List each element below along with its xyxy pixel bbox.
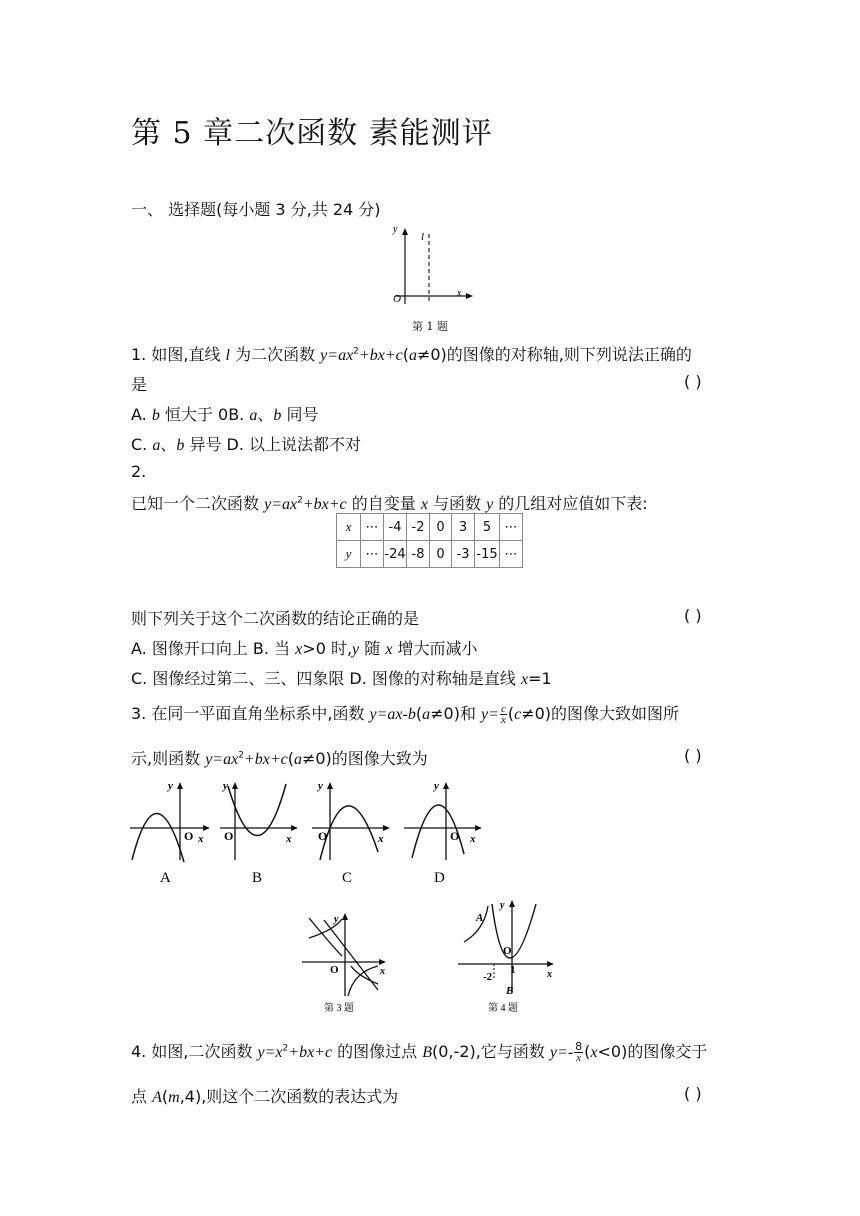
q4-text: ,4),则这个二次函数的表达式为 — [179, 1087, 399, 1106]
q3-formula: +bx+c — [243, 751, 288, 768]
value-table — [336, 513, 523, 568]
q3-line2 — [131, 746, 428, 769]
graph-label-d: D — [434, 870, 445, 886]
graph-y-label: y — [168, 780, 173, 792]
q1-opt-var: a — [152, 437, 161, 454]
q2-opt-var: x — [385, 641, 393, 658]
graph-label-a: A — [160, 870, 171, 886]
graph-x-label: x — [198, 833, 204, 845]
q4-formula: y=x — [257, 1044, 283, 1061]
q2-opt-text: =1 — [528, 669, 552, 688]
q2-options-cd — [131, 666, 552, 689]
fraction-denominator: x — [576, 1052, 582, 1064]
q4-text: 的图像过点 — [332, 1042, 423, 1061]
q3-answer-paren[interactable]: ( ) — [684, 746, 702, 765]
table-cell: -3 — [452, 541, 475, 568]
q2-var: x — [420, 496, 428, 513]
q2-var: y — [486, 496, 494, 513]
q3-var: a — [422, 706, 431, 723]
fig1-origin-label: O — [393, 293, 401, 305]
q3-text: ≠0)的图像大致为 — [301, 749, 428, 768]
q2-opt-text: 增大而减小 — [392, 639, 478, 658]
q3-formula: y=ax-b — [369, 706, 416, 723]
table-cell: 5 — [475, 514, 500, 541]
q2-opt-var: x — [295, 641, 303, 658]
fig1-l-label: l — [421, 231, 425, 243]
q4-exponent: 2 — [282, 1043, 289, 1054]
q1-opt-text: 同号 — [281, 405, 319, 424]
q1-exponent: 2 — [353, 346, 359, 357]
q4-formula: +bx+c — [288, 1044, 333, 1061]
graph-d — [404, 780, 482, 886]
fig1-caption: 第 1 题 — [412, 320, 448, 333]
graph-y-label: y — [318, 780, 323, 792]
fig4-one: 1 — [510, 964, 516, 976]
q1-formula: y=ax — [320, 347, 354, 364]
q1-opt-var: b — [151, 407, 160, 424]
q1-text: 1. 如图,直线 — [131, 345, 226, 364]
q1-opt-text: 异号 D. 以上说法都不对 — [184, 435, 362, 454]
table-cell: -8 — [407, 541, 430, 568]
q1-text: ( — [402, 345, 409, 364]
q3-line1 — [131, 701, 679, 725]
q4-answer-paren[interactable]: ( ) — [684, 1084, 702, 1103]
q1-line1 — [131, 342, 692, 365]
fig3-x-label: x — [380, 966, 385, 977]
q4-var: x — [590, 1044, 598, 1061]
table-cell: 3 — [452, 514, 475, 541]
q1-var: l — [225, 347, 230, 364]
q4-var: B — [422, 1044, 433, 1061]
graph-label-c: C — [342, 870, 353, 886]
graph-origin: O — [224, 829, 234, 843]
q4-text: ( — [584, 1042, 591, 1061]
q1-opt-text: C. — [131, 435, 153, 454]
graph-b — [220, 780, 298, 886]
q4-formula: y=- — [549, 1044, 574, 1061]
q3-formula: y=ax — [205, 751, 239, 768]
table-cell: y — [337, 541, 361, 568]
fig3-caption: 第 3 题 — [324, 1003, 354, 1014]
fig4-point-b: B — [506, 985, 514, 997]
graph-x-label: x — [378, 833, 384, 845]
q1-opt-text: 恒大于 0B. — [159, 405, 250, 424]
q2-exponent: 2 — [297, 495, 303, 506]
graph-x-label: x — [286, 833, 292, 845]
graph-y-label: y — [434, 780, 439, 792]
table-cell: ⋯ — [361, 541, 384, 568]
fig4-origin: O — [503, 945, 512, 957]
q2-opt-text: A. 图像开口向上 B. 当 — [131, 639, 296, 658]
q3-text: 3. 在同一平面直角坐标系中,函数 — [131, 704, 370, 723]
q3-exponent: 2 — [238, 750, 244, 761]
q1-formula: +bx+c — [358, 347, 403, 364]
figure-1 — [385, 222, 475, 308]
q4-line1 — [131, 1039, 707, 1063]
q3-text: ( — [507, 704, 515, 723]
table-cell: x — [337, 514, 361, 541]
fraction-numerator: 8 — [575, 1040, 583, 1053]
q1-var: a — [408, 347, 417, 364]
q4-text: 点 — [131, 1087, 153, 1106]
fig3-origin: O — [330, 964, 339, 976]
table-cell: -2 — [407, 514, 430, 541]
q2-opt-var: x — [521, 671, 529, 688]
q4-text: ( — [161, 1087, 169, 1106]
fraction-denominator: x — [500, 714, 506, 726]
q2-text: 与函数 — [427, 494, 487, 513]
q3-text: ( — [287, 749, 294, 768]
q2-opt-text: >0 时, — [302, 639, 353, 658]
q1-text: ≠0)的图像的对称轴,则下列说法正确的 — [416, 345, 692, 364]
table-cell: -24 — [384, 541, 407, 568]
q3-q4-figures — [296, 896, 566, 1021]
q1-opt-var: b — [273, 407, 282, 424]
graph-c — [312, 780, 390, 886]
q1-opt-text: 、 — [160, 435, 177, 454]
q3-text: ( — [415, 704, 423, 723]
q4-text: (0,-2),它与函数 — [432, 1042, 550, 1061]
q2-opt-text: C. 图像经过第二、三、四象限 D. 图像的对称轴是直线 — [131, 669, 522, 688]
q4-text: <0)的图像交于 — [597, 1042, 708, 1061]
graph-y-label: y — [223, 780, 228, 792]
q2-text: 的几组对应值如下表: — [493, 494, 648, 513]
table-cell: -15 — [475, 541, 500, 568]
q3-fraction — [500, 704, 507, 725]
q2-line1 — [131, 491, 648, 514]
q3-option-graphs — [128, 776, 488, 886]
graph-origin: O — [318, 829, 328, 843]
q2-formula: +bx+c — [302, 496, 347, 513]
graph-x-label: x — [470, 833, 476, 845]
q1-opt-text: A. — [131, 405, 152, 424]
graph-origin: O — [184, 829, 194, 843]
q2-opt-var: y — [352, 641, 360, 658]
q3-formula: y= — [481, 706, 499, 723]
fraction-numerator: c — [500, 703, 506, 715]
q1-opt-var: a — [249, 407, 258, 424]
q1-answer-paren[interactable]: ( ) — [684, 372, 702, 391]
q2-text: 的自变量 — [346, 494, 421, 513]
q3-text: ≠0)和 — [430, 704, 482, 723]
q1-line2: 是 — [131, 375, 148, 394]
graph-origin: O — [450, 829, 460, 843]
fig1-x-label: x — [457, 288, 462, 299]
fig4-minus-two: -2 — [483, 971, 493, 983]
q2-opt-text: 随 — [359, 639, 386, 658]
q1-opt-var: b — [176, 437, 185, 454]
q2-options-ab — [131, 636, 478, 659]
figure-4 — [458, 900, 554, 997]
q4-var: A — [152, 1089, 162, 1106]
q4-var: m — [168, 1089, 180, 1106]
q2-answer-paren[interactable]: ( ) — [684, 606, 702, 625]
fig1-y-label: y — [393, 224, 398, 235]
table-cell: ⋯ — [500, 541, 523, 568]
section-heading: 一、 选择题(每小题 3 分,共 24 分) — [131, 200, 381, 219]
q3-text: 示,则函数 — [131, 749, 206, 768]
table-cell: 0 — [430, 541, 452, 568]
table-cell: -4 — [384, 514, 407, 541]
fig3-y-label: y — [334, 914, 339, 925]
q2-stem: 则下列关于这个二次函数的结论正确的是 — [131, 609, 420, 628]
table-cell: ⋯ — [361, 514, 384, 541]
q1-text: 为二次函数 — [229, 345, 321, 364]
q2-formula: y=ax — [264, 496, 298, 513]
graph-a — [130, 780, 210, 886]
table-row — [337, 541, 523, 568]
fig4-x-label: x — [547, 969, 552, 980]
fig4-point-a: A — [476, 912, 484, 924]
q3-var: c — [514, 706, 522, 723]
q4-line2 — [131, 1084, 398, 1107]
q3-var: a — [293, 751, 302, 768]
page-title: 第 5 章二次函数 素能测评 — [131, 116, 493, 151]
fig4-caption: 第 4 题 — [488, 1003, 518, 1014]
graph-label-b: B — [252, 870, 263, 886]
fig4-y-label: y — [500, 900, 505, 911]
q1-options-cd — [131, 432, 361, 455]
table-cell: 0 — [430, 514, 452, 541]
q4-fraction — [574, 1042, 583, 1063]
q1-options-ab — [131, 402, 318, 425]
q1-opt-text: 、 — [257, 405, 274, 424]
q3-text: ≠0)的图像大致如图所 — [521, 704, 680, 723]
q2-number: 2. — [131, 462, 147, 481]
table-row — [337, 514, 523, 541]
q4-text: 4. 如图,二次函数 — [131, 1042, 258, 1061]
table-cell: ⋯ — [500, 514, 523, 541]
figure-3 — [302, 913, 386, 996]
q2-text: 已知一个二次函数 — [131, 494, 265, 513]
